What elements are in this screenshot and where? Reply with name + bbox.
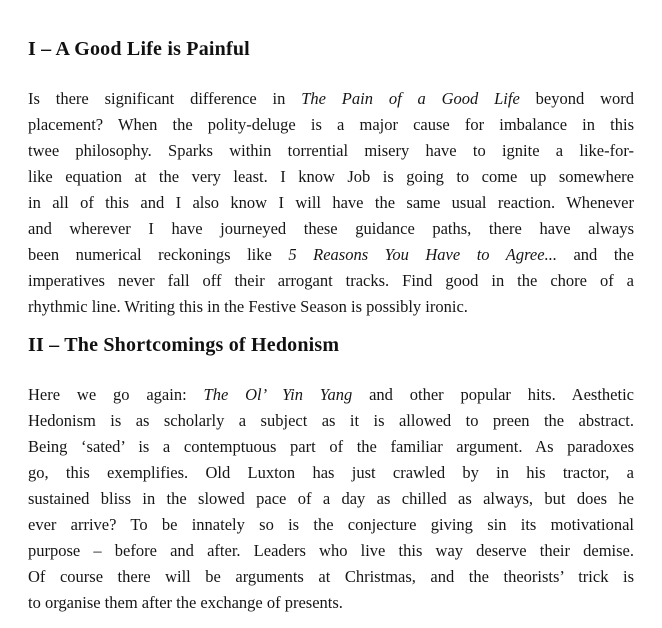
text-run: been numerical reckonings like: [28, 245, 289, 264]
text-line: [28, 408, 634, 434]
text-run: Hedonism is as scholarly a subject as it is allowed to preen the abstract.: [28, 411, 634, 430]
text-line: [28, 434, 634, 460]
section-paragraph: [28, 382, 634, 616]
text-line: [28, 486, 634, 512]
text-line: [28, 564, 634, 590]
text-run: like equation at the very least. I know Job is going to come up somewhere: [28, 167, 634, 186]
text-line: [28, 138, 634, 164]
section-good-life-is-painful: [28, 36, 634, 320]
text-run: go, this exemplifies. Old Luxton has just crawled by in his tractor, a: [28, 463, 634, 482]
text-run: to organise them after the exchange of presents.: [28, 593, 343, 612]
text-line: [28, 590, 634, 616]
text-run: twee philosophy. Sparks within torrential misery have to ignite a like-for-: [28, 141, 634, 160]
text-line: [28, 382, 634, 408]
section-paragraph: [28, 86, 634, 320]
text-line: [28, 512, 634, 538]
text-line: [28, 190, 634, 216]
italic-text-run: The Pain of a Good Life: [301, 89, 520, 108]
text-run: and other popular hits. Aesthetic: [352, 385, 634, 404]
text-run: placement? When the polity-deluge is a major cause for imbalance in this: [28, 115, 634, 134]
text-line: [28, 460, 634, 486]
text-line: [28, 86, 634, 112]
text-run: sustained bliss in the slowed pace of a day as chilled as always, but does he: [28, 489, 634, 508]
section-heading: I – A Good Life is Painful: [28, 38, 250, 60]
text-line: [28, 268, 634, 294]
text-run: rhythmic line. Writing this in the Festive Season is possibly ironic.: [28, 297, 468, 316]
section-shortcomings-of-hedonism: [28, 332, 634, 616]
italic-text-run: 5 Reasons You Have to Agree...: [288, 245, 557, 264]
text-run: and the: [556, 245, 634, 264]
text-line: [28, 164, 634, 190]
text-run: ever arrive? To be innately so is the conjecture giving sin its motivational: [28, 515, 634, 534]
text-run: Is there significant difference in: [28, 89, 302, 108]
text-line: [28, 112, 634, 138]
text-line: [28, 538, 634, 564]
text-run: imperatives never fall off their arrogant tracks. Find good in the chore of a: [28, 271, 634, 290]
italic-text-run: The Ol’ Yin Yang: [203, 385, 353, 404]
text-line: [28, 242, 634, 268]
text-run: purpose – before and after. Leaders who live this way deserve their demise.: [28, 541, 634, 560]
text-run: and wherever I have journeyed these guidance paths, there have always: [28, 219, 634, 238]
text-line: [28, 216, 634, 242]
section-heading: II – The Shortcomings of Hedonism: [28, 334, 340, 356]
text-line: [28, 294, 634, 320]
text-run: beyond word: [519, 89, 634, 108]
text-run: Of course there will be arguments at Christmas, and the theorists’ trick is: [28, 567, 634, 586]
text-run: Being ‘sated’ is a contemptuous part of the familiar argument. As paradoxes: [28, 437, 634, 456]
text-run: Here we go again:: [28, 385, 204, 404]
text-run: in all of this and I also know I will have the same usual reaction. Whenever: [28, 193, 634, 212]
